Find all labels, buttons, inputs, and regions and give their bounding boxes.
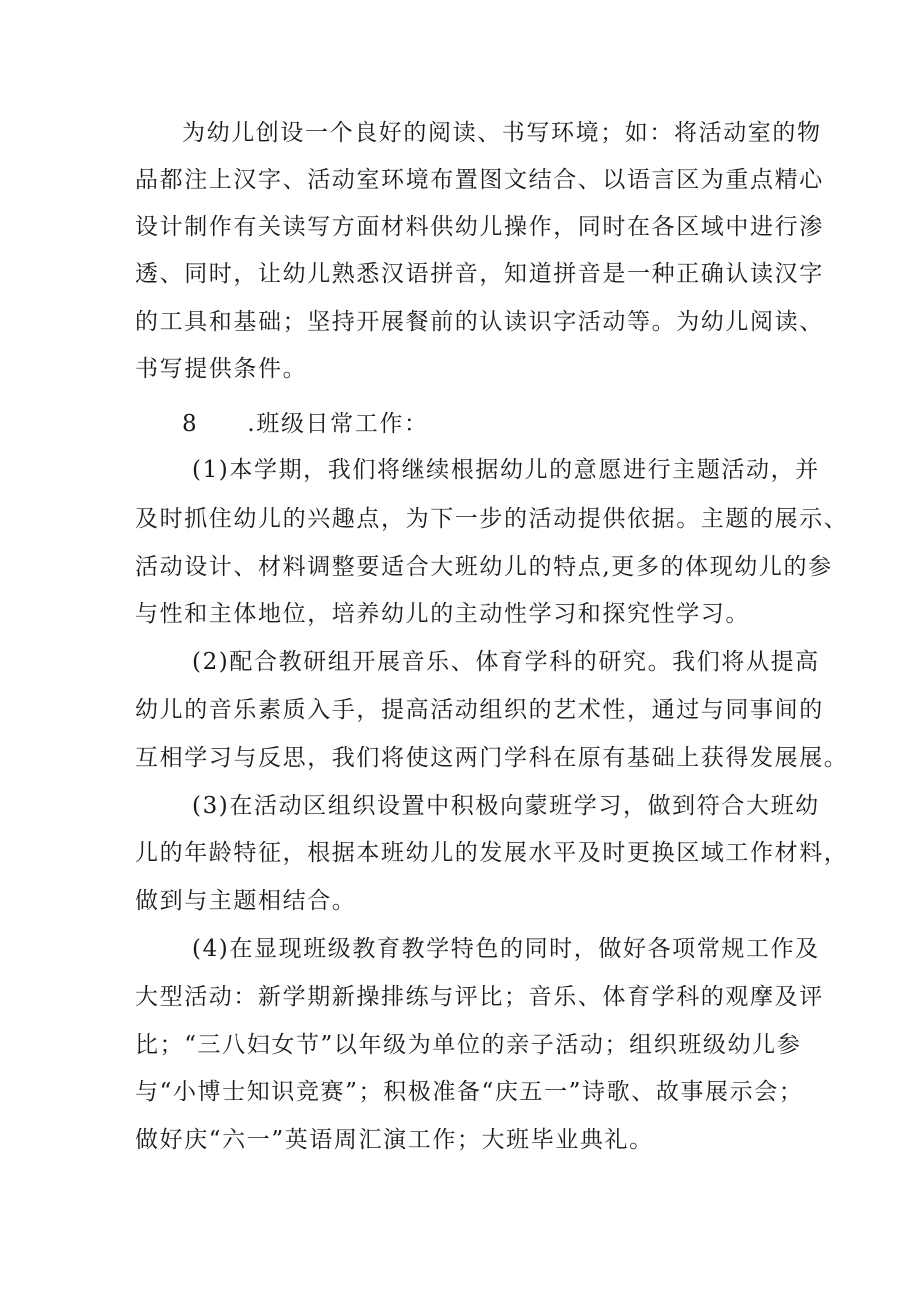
text-line: 活动设计、材料调整要适合大班幼儿的特点,更多的体现幼儿的参	[135, 554, 833, 580]
section-heading: 8 .班级日常工作：	[182, 411, 429, 437]
text-line: 比；“三八妇女节”以年级为单位的亲子活动；组织班级幼儿参	[135, 1032, 802, 1058]
text-line: 互相学习与反思，我们将使这两门学科在原有基础上获得发展展。	[135, 745, 849, 771]
text-line: (2)配合教研组开展音乐、体育学科的研究。我们将从提高	[192, 649, 820, 675]
text-line: 书写提供条件。	[135, 356, 308, 382]
text-line: 做到与主题相结合。	[135, 888, 357, 914]
text-line: 为幼儿创设一个良好的阅读、书写环境；如：将活动室的物	[182, 120, 822, 146]
text-line: 品都注上汉字、活动室环境布置图文结合、以语言区为重点精心	[135, 167, 824, 193]
text-line: 及时抓住幼儿的兴趣点，为下一步的活动提供依据。主题的展示、	[135, 506, 849, 532]
text-line: (4)在显现班级教育教学特色的同时，做好各项常规工作及	[192, 936, 820, 962]
text-line: (3)在活动区组织设置中积极向蒙班学习，做到符合大班幼	[192, 793, 820, 819]
text-line: 儿的年龄特征，根据本班幼儿的发展水平及时更换区域工作材料，	[135, 840, 849, 866]
text-line: 与“小博士知识竞赛”；积极准备“庆五一”诗歌、故事展示会；	[135, 1079, 804, 1105]
text-line: 设计制作有关读写方面材料供幼儿操作，同时在各区域中进行渗	[135, 214, 824, 240]
text-line: 做好庆“六一”英语周汇演工作；大班毕业典礼。	[135, 1127, 654, 1153]
text-line: 幼儿的音乐素质入手，提高活动组织的艺术性，通过与同事间的	[135, 697, 824, 723]
text-line: 透、同时，让幼儿熟悉汉语拼音，知道拼音是一种正确认读汉字	[135, 261, 824, 287]
text-line: (1)本学期，我们将继续根据幼儿的意愿进行主题活动，并	[192, 457, 820, 483]
text-line: 与性和主体地位，培养幼儿的主动性学习和探究性学习。	[135, 601, 750, 627]
text-line: 大型活动：新学期新操排练与评比；音乐、体育学科的观摩及评	[135, 984, 824, 1010]
text-line: 的工具和基础；坚持开展餐前的认读识字活动等。为幼儿阅读、	[135, 309, 824, 335]
